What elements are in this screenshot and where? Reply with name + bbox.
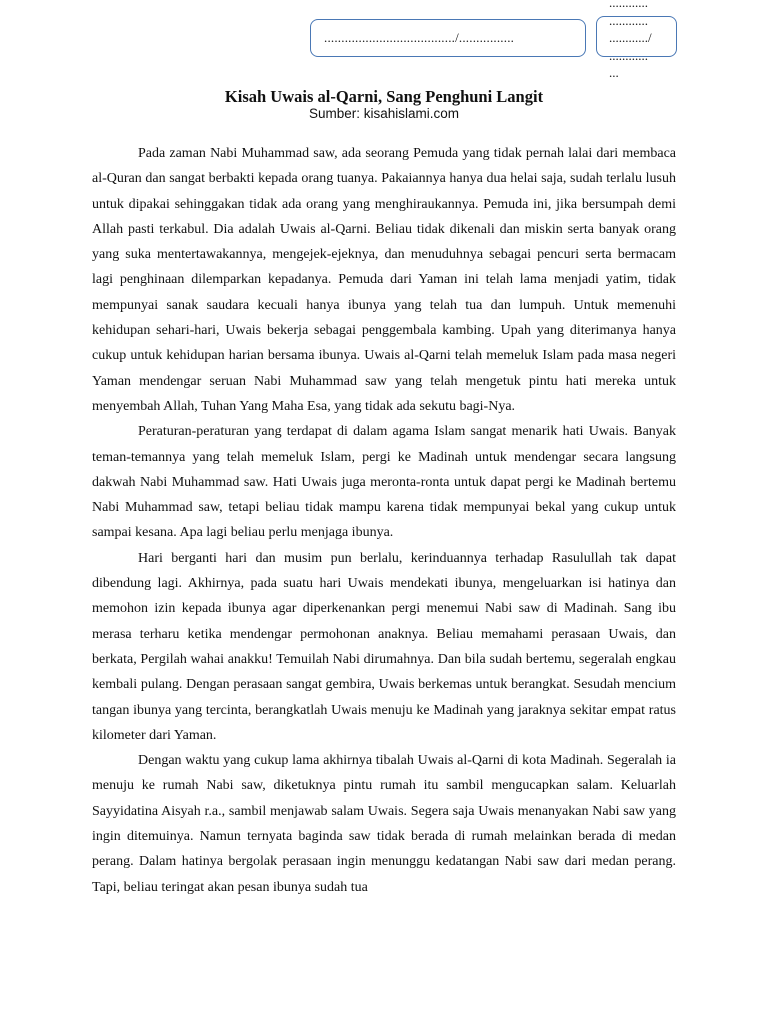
document-title: Kisah Uwais al-Qarni, Sang Penghuni Langit [224,87,544,106]
name-class-placeholder: ....................................../................ [324,30,515,45]
document-source: Sumber: kisahislami.com [308,106,460,121]
name-class-field [310,19,586,57]
story-body [92,141,676,900]
number-field-line: ............ [609,0,648,10]
number-field-line: ... [609,65,619,80]
story-paragraph: Dengan waktu yang cukup lama akhirnya tibalah Uwais al-Qarni di kota Madinah. Segeralah ia menuju ke rumah Nabi saw, diketuknya pintu rumah itu sambil mengucapkan salam. Keluarlah Sayyidatina Aisyah r.a., sambil menjawab salam Uwais. Segera saja Uwais menanyakan Nabi saw yang ingin ditemuinya. Namun ternyata baginda saw tidak berada di rumah melainkan berada di medan perang. Dalam hatinya bergolak perasaan ingin menunggu kedatangan Nabi saw dari medan perang. Tapi, beliau teringat akan pesan ibunya sudah tua [92,753,676,895]
story-paragraph: Pada zaman Nabi Muhammad saw, ada seorang Pemuda yang tidak pernah lalai dari membaca al-Quran dan sangat berbakti kepada orang tuanya. Pakaiannya hanya dua helai saja, sudah terlalu lusuh untuk dipakai sehinggakan tidak ada orang yang menghiraukannya. Pemuda ini, jika bersumpah demi Allah pasti terkabul. Dia adalah Uwais al-Qarni. Beliau tidak dikenali dan miskin serta banyak orang yang suka mentertawakannya, mengejek-ejeknya, dan menuduhnya sebagai pencuri serta bermacam lagi penghinaan dilemparkan kepadanya. Pemuda dari Yaman ini telah lama menjadi yatim, tidak mempunyai sanak saudara kecuali hanya ibunya yang telah tua dan lumpuh. Untuk memenuhi kehidupan sehari-hari, Uwais bekerja sebagai penggembala kambing. Upah yang diterimanya hanya cukup untuk kehidupan harian bersama ibunya. Uwais al-Qarni telah memeluk Islam pada masa negeri Yaman mendengar seruan Nabi Muhammad saw yang telah mengetuk pintu hati mereka untuk menyembah Allah, Tuhan Yang Maha Esa, yang tidak ada sekutu bagi-Nya. [92,146,676,414]
number-field-line: ............/ [609,30,652,45]
number-field-line: ............ [609,12,648,28]
story-paragraph: Hari berganti hari dan musim pun berlalu, kerinduannya terhadap Rasulullah tak dapat dibendung lagi. Akhirnya, pada suatu hari Uwais mendekati ibunya, mengeluarkan isi hatinya dan memohon izin kepada ibunya agar diperkenankan pergi menemui Nabi saw di Madinah. Sang ibu merasa terharu ketika mendengar permohonan anaknya. Beliau memahami perasaan Uwais, dan berkata, Pergilah wahai anakku! Temuilah Nabi dirumahnya. Dan bila sudah bertemu, segeralah engkau kembali pulang. Dengan perasaan sangat gembira, Uwais berkemas untuk berangkat. Sesudah mencium tangan ibunya yang tercinta, berangkatlah Uwais menuju ke Madinah yang jaraknya sekitar empat ratus kilometer dari Yaman. [92,550,676,743]
number-field-text [609,0,652,82]
number-field-line: ............ [609,47,648,63]
story-paragraph: Peraturan-peraturan yang terdapat di dalam agama Islam sangat menarik hati Uwais. Banyak teman-temannya yang telah memeluk Islam, pergi ke Madinah untuk mendengar secara langsung dakwah Nabi Muhammad saw. Hati Uwais juga meronta-ronta untuk dapat pergi ke Madinah bertemu Nabi Muhammad saw, tetapi beliau tidak mampu karena tidak mempunyai bekal yang cukup untuk sampai kesana. Apa lagi beliau perlu menjaga ibunya. [92,424,676,541]
